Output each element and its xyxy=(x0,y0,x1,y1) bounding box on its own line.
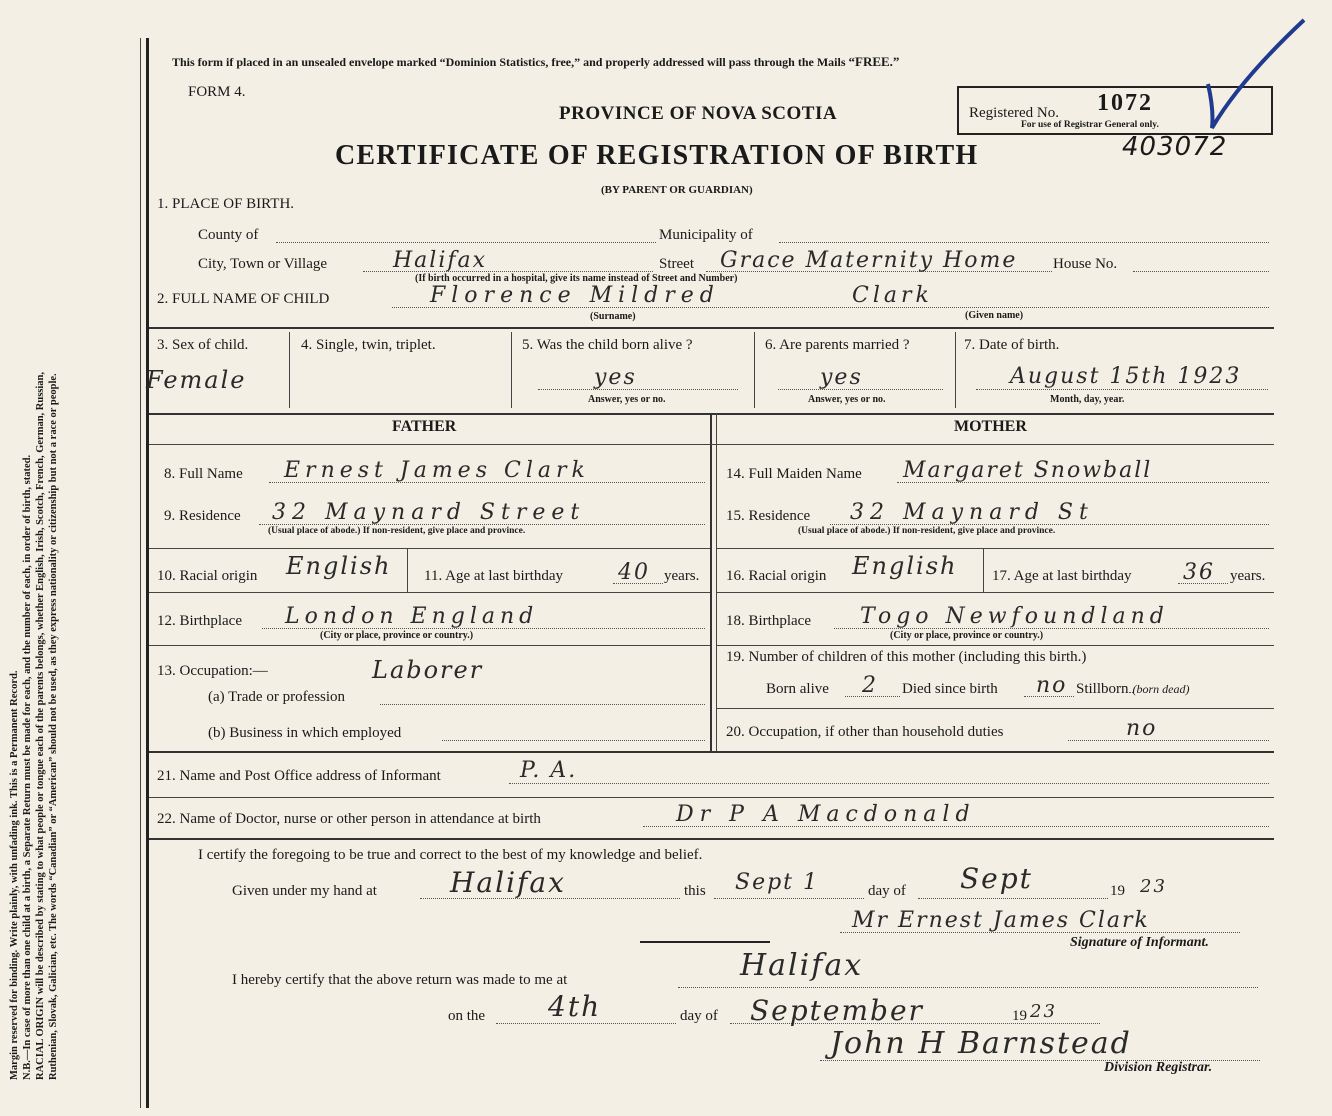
parents-divider xyxy=(710,413,712,751)
father-racial-rule-top xyxy=(149,548,710,549)
registrar-month-value: September xyxy=(750,994,924,1027)
father-racial-label: 10. Racial origin xyxy=(157,568,258,584)
parents-married-question: 6. Are parents married ? xyxy=(765,337,910,353)
sex-value: Female xyxy=(146,366,247,394)
mother-birthplace-value: Togo Newfoundland xyxy=(860,604,1169,629)
row3-top-rule xyxy=(149,327,1274,329)
born-alive-answer: yes xyxy=(594,365,637,390)
father-birthplace-label: 12. Birthplace xyxy=(157,613,242,629)
father-years-label: years. xyxy=(664,568,700,584)
place-of-birth-heading: 1. PLACE OF BIRTH. xyxy=(157,196,295,212)
mother-name-value: Margaret Snowball xyxy=(903,458,1153,483)
informant-line xyxy=(509,783,1269,784)
on-the-label: on the xyxy=(448,1008,486,1024)
municipality-line xyxy=(779,242,1269,243)
sex-label: 3. Sex of child. xyxy=(157,337,249,353)
side-note-line-2: N.B.—In case of more than one child at a birth, a Separate Return must be made for each, and the number of each, in order of birth, stated. xyxy=(22,454,33,1080)
died-since-birth-label: Died since birth xyxy=(902,681,998,697)
mother-occupation-value: no xyxy=(1126,716,1158,741)
father-birthplace-value: London England xyxy=(285,604,539,629)
informant-top-rule xyxy=(149,751,1274,753)
mother-name-label: 14. Full Maiden Name xyxy=(726,466,862,482)
handwritten-number: 403072 xyxy=(1122,132,1228,162)
registrar-place-line xyxy=(678,987,1258,988)
side-note xyxy=(8,20,60,1080)
mother-heading: MOTHER xyxy=(954,418,1027,435)
city-label: City, Town or Village xyxy=(198,256,328,272)
parents-married-answer: yes xyxy=(820,365,863,390)
street-label: Street xyxy=(659,256,694,272)
mother-occupation-line xyxy=(1068,740,1269,741)
form-number: FORM 4. xyxy=(188,84,246,100)
born-alive-caption: Answer, yes or no. xyxy=(588,394,666,405)
mother-racial-value: English xyxy=(852,552,958,580)
year-value: 23 xyxy=(1140,876,1167,897)
stillborn-note: (born dead) xyxy=(1132,682,1190,696)
this-value: Sept 1 xyxy=(735,870,820,895)
father-name-label: 8. Full Name xyxy=(164,466,243,482)
county-label: County of xyxy=(198,227,259,243)
stillborn-line xyxy=(1129,692,1133,693)
born-alive-count-value: 2 xyxy=(862,673,878,698)
county-line xyxy=(276,242,656,243)
father-occupation-label: 13. Occupation:— xyxy=(157,663,268,679)
year-prefix: 19 xyxy=(1110,883,1125,899)
father-age-label: 11. Age at last birthday xyxy=(424,568,563,584)
day-of-label: day of xyxy=(868,883,906,899)
date-of-birth-value: August 15th 1923 xyxy=(1010,364,1242,389)
mother-children-rule xyxy=(716,708,1274,709)
father-age-value: 40 xyxy=(618,560,650,585)
trade-label: (a) Trade or profession xyxy=(208,689,346,705)
on-the-line xyxy=(496,1023,676,1024)
died-since-birth-value: no xyxy=(1036,673,1068,698)
date-of-birth-line xyxy=(976,389,1268,390)
mother-residence-caption: (Usual place of abode.) If non-resident, give place and province. xyxy=(798,526,1056,536)
on-the-value: 4th xyxy=(548,990,602,1023)
father-residence-caption: (Usual place of abode.) If non-resident, give place and province. xyxy=(268,526,526,536)
checkmark-icon xyxy=(1200,10,1310,140)
multiple-birth-label: 4. Single, twin, triplet. xyxy=(301,337,436,353)
day-of-value: Sept xyxy=(960,862,1033,895)
mother-residence-value: 32 Maynard St xyxy=(850,500,1094,525)
father-residence-label: 9. Residence xyxy=(164,508,241,524)
children-label: 19. Number of children of this mother (including this birth.) xyxy=(726,649,1087,665)
mother-racial-rule-top xyxy=(716,548,1274,549)
business-line xyxy=(442,740,705,741)
registrar-statement: I hereby certify that the above return was made to me at xyxy=(232,972,568,988)
informant-signature-caption: Signature of Informant. xyxy=(1070,935,1209,950)
row3-div-1 xyxy=(289,332,290,408)
born-alive-question: 5. Was the child born alive ? xyxy=(522,337,693,353)
this-line xyxy=(714,898,864,899)
row3-div-2 xyxy=(511,332,512,408)
parents-divider-2 xyxy=(716,413,717,751)
mother-racial-divider xyxy=(983,548,984,592)
row3-div-4 xyxy=(955,332,956,408)
registrar-signature-caption: Division Registrar. xyxy=(1104,1060,1213,1075)
certification-top-rule xyxy=(149,838,1274,840)
registrar-signature: John H Barnstead xyxy=(830,1026,1132,1061)
mother-racial-label: 16. Racial origin xyxy=(726,568,827,584)
registrar-note: For use of Registrar General only. xyxy=(1021,120,1159,130)
registered-number: 1072 xyxy=(1097,90,1153,116)
mother-birthplace-rule xyxy=(716,645,1274,646)
mother-birthplace-caption: (City or place, province or country.) xyxy=(890,630,1044,641)
city-value: Halifax xyxy=(393,248,488,273)
street-value: Grace Maternity Home xyxy=(720,248,1018,273)
page-title: CERTIFICATE OF REGISTRATION OF BIRTH xyxy=(335,140,979,171)
mother-birthplace-label: 18. Birthplace xyxy=(726,613,811,629)
parents-married-caption: Answer, yes or no. xyxy=(808,394,886,405)
informant-bottom-rule xyxy=(149,797,1274,798)
stillborn-label-text: Stillborn xyxy=(1076,681,1129,697)
mother-racial-rule-bottom xyxy=(716,592,1274,593)
trade-line xyxy=(380,704,705,705)
business-label: (b) Business in which employed xyxy=(208,725,402,741)
house-line xyxy=(1133,271,1269,272)
binding-margin-rule-inner xyxy=(140,38,141,1108)
registrar-year-prefix: 19 xyxy=(1012,1008,1027,1024)
father-racial-rule-bottom xyxy=(149,592,710,593)
given-name-caption: (Given name) xyxy=(965,310,1024,321)
father-name-value: Ernest James Clark xyxy=(284,458,590,483)
informant-signature: Mr Ernest James Clark xyxy=(852,908,1150,933)
side-note-line-3: RACIAL ORIGIN will be described by stating to what people or tongue each of the parents belongs, whether English, Irish, Scotch, French, German, Russian, xyxy=(35,371,46,1080)
this-label: this xyxy=(684,883,706,899)
attendant-label: 22. Name of Doctor, nurse or other person in attendance at birth xyxy=(157,811,541,827)
father-occupation-value: Laborer xyxy=(372,656,484,684)
mother-occupation-label: 20. Occupation, if other than household duties xyxy=(726,724,1004,740)
father-birthplace-rule xyxy=(149,645,710,646)
postal-notice-free: “FREE.” xyxy=(848,54,900,69)
date-of-birth-caption: Month, day, year. xyxy=(1050,394,1125,405)
postal-notice xyxy=(172,54,899,70)
informant-value: P. A. xyxy=(520,758,578,783)
registrar-day-of-label: day of xyxy=(680,1008,718,1024)
child-given-name: Florence Mildred xyxy=(430,283,720,308)
child-surname: Clark xyxy=(852,283,933,308)
registered-label: Registered No. xyxy=(969,105,1059,121)
born-alive-count-label: Born alive xyxy=(766,681,829,697)
mother-residence-label: 15. Residence xyxy=(726,508,811,524)
registrar-year-value: 23 xyxy=(1030,1001,1057,1022)
parents-heading-rule xyxy=(149,444,1274,445)
row3-div-3 xyxy=(754,332,755,408)
day-of-line xyxy=(918,898,1108,899)
surname-caption: (Surname) xyxy=(590,311,636,322)
side-note-line-4: Ruthenian, Slovak, Galician, etc. The words “Canadian” or “American” should not be used, as they express nationality or citizenship but not a race or people. xyxy=(48,373,59,1080)
stillborn-label xyxy=(1076,681,1190,698)
father-heading: FATHER xyxy=(392,418,457,435)
attendant-value: Dr P A Macdonald xyxy=(676,802,976,827)
province-heading: PROVINCE OF NOVA SCOTIA xyxy=(559,103,838,124)
mother-age-value: 36 xyxy=(1183,560,1215,585)
given-place-value: Halifax xyxy=(450,866,566,899)
hospital-note: (If birth occurred in a hospital, give its name instead of Street and Number) xyxy=(415,273,738,284)
father-racial-divider xyxy=(407,548,408,592)
given-label: Given under my hand at xyxy=(232,883,377,899)
mother-years-label: years. xyxy=(1230,568,1266,584)
postal-notice-text: This form if placed in an unsealed envelope marked “Dominion Statistics, free,” and properly addressed will pass through the Mails xyxy=(172,55,849,69)
certification-statement: I certify the foregoing to be true and correct to the best of my knowledge and belief. xyxy=(198,847,703,863)
date-of-birth-label: 7. Date of birth. xyxy=(964,337,1060,353)
father-residence-value: 32 Maynard Street xyxy=(272,500,586,525)
full-name-label: 2. FULL NAME OF CHILD xyxy=(157,291,330,307)
father-birthplace-caption: (City or place, province or country.) xyxy=(320,630,474,641)
page-subtitle: (BY PARENT OR GUARDIAN) xyxy=(601,184,753,196)
house-label: House No. xyxy=(1053,256,1118,272)
informant-label: 21. Name and Post Office address of Informant xyxy=(157,768,441,784)
registrar-rule xyxy=(640,941,770,943)
registrar-place-value: Halifax xyxy=(740,948,864,983)
born-alive-line xyxy=(538,389,738,390)
municipality-label: Municipality of xyxy=(659,227,753,243)
side-note-line-1: Margin reserved for binding. Write plainly, with unfading ink. This is a Permanent Record. xyxy=(9,670,20,1080)
father-racial-value: English xyxy=(286,552,392,580)
binding-margin-rule xyxy=(146,38,149,1108)
mother-age-label: 17. Age at last birthday xyxy=(992,568,1132,584)
